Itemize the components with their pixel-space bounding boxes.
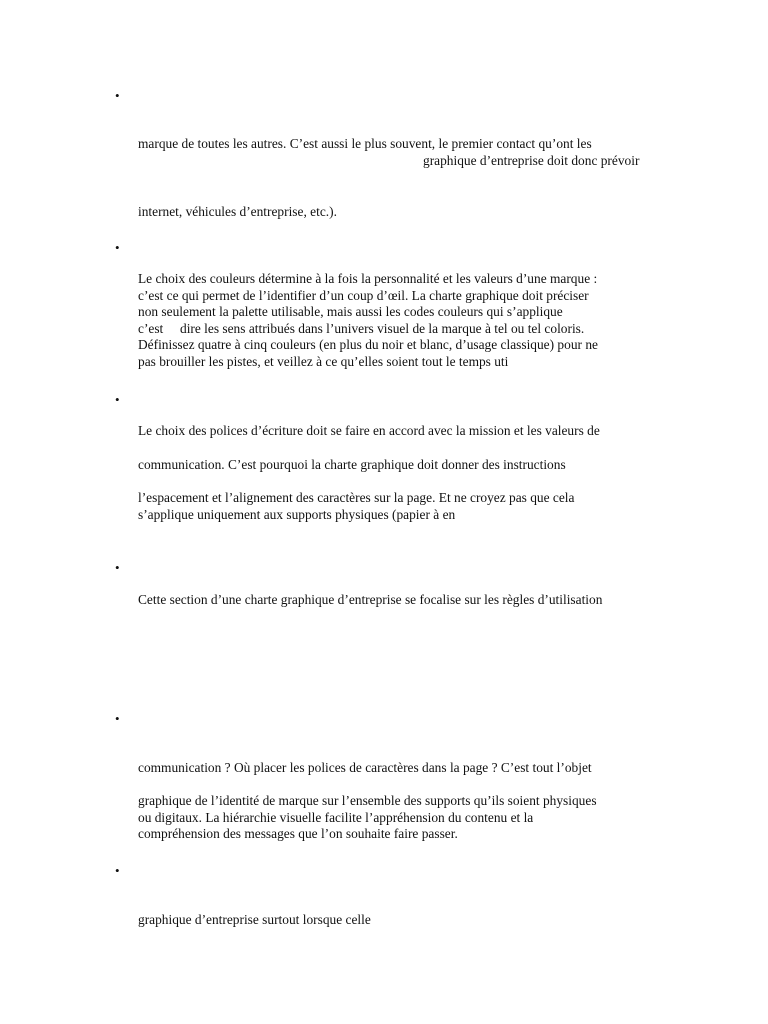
text-line: Le choix des polices d’écriture doit se faire en accord avec la mission et les valeurs de	[138, 423, 600, 438]
text-line: pas brouiller les pistes, et veillez à ce qu’elles soient tout le temps uti	[138, 353, 509, 369]
paragraph-fonts	[138, 490, 574, 523]
text-line: ou digitaux. La hiérarchie visuelle facilite l’appréhension du contenu et la	[138, 809, 534, 825]
bullet-marker: •	[115, 392, 120, 407]
bullet-marker: •	[115, 711, 120, 726]
paragraph-hierarchy	[138, 793, 597, 843]
text-line: compréhension des messages que l’on souhaite faire passer.	[138, 826, 458, 842]
text-line: internet, véhicules d’entreprise, etc.).	[138, 204, 337, 219]
text-line: graphique d’entreprise surtout lorsque celle	[138, 912, 371, 927]
text-line: l’espacement et l’alignement des caractères sur la page. Et ne croyez pas que cela	[138, 490, 575, 505]
bullet-marker: •	[115, 88, 120, 103]
text-line: c’est dire les sens attribués dans l’univers visuel de la marque à tel ou tel coloris.	[138, 320, 585, 336]
bullet-marker: •	[115, 240, 120, 255]
text-line: communication ? Où placer les polices de caractères dans la page ? C’est tout l’objet	[138, 760, 592, 775]
text-line: c’est ce qui permet de l’identifier d’un coup d’œil. La charte graphique doit préciser	[138, 287, 589, 303]
text-line: marque de toutes les autres. C’est aussi le plus souvent, le premier contact qu’ont les	[138, 136, 592, 151]
text-line: graphique de l’identité de marque sur l’ensemble des supports qu’ils soient physiques	[138, 793, 597, 808]
paragraph-colors	[138, 271, 598, 371]
text-line: non seulement la palette utilisable, mais aussi les codes couleurs qui s’applique	[138, 304, 563, 320]
text-line: Cette section d’une charte graphique d’entreprise se focalise sur les règles d’utilisation	[138, 592, 603, 607]
text-line: s’applique uniquement aux supports physiques (papier à en	[138, 506, 456, 522]
text-line: graphique d’entreprise doit donc prévoir	[423, 153, 640, 168]
bullet-marker: •	[115, 560, 120, 575]
bullet-marker: •	[115, 863, 120, 878]
text-line: Le choix des couleurs détermine à la fois la personnalité et les valeurs d’une marque :	[138, 271, 598, 286]
text-line: communication. C’est pourquoi la charte graphique doit donner des instructions	[138, 457, 566, 472]
text-line: Définissez quatre à cinq couleurs (en plus du noir et blanc, d’usage classique) pour ne	[138, 337, 598, 353]
